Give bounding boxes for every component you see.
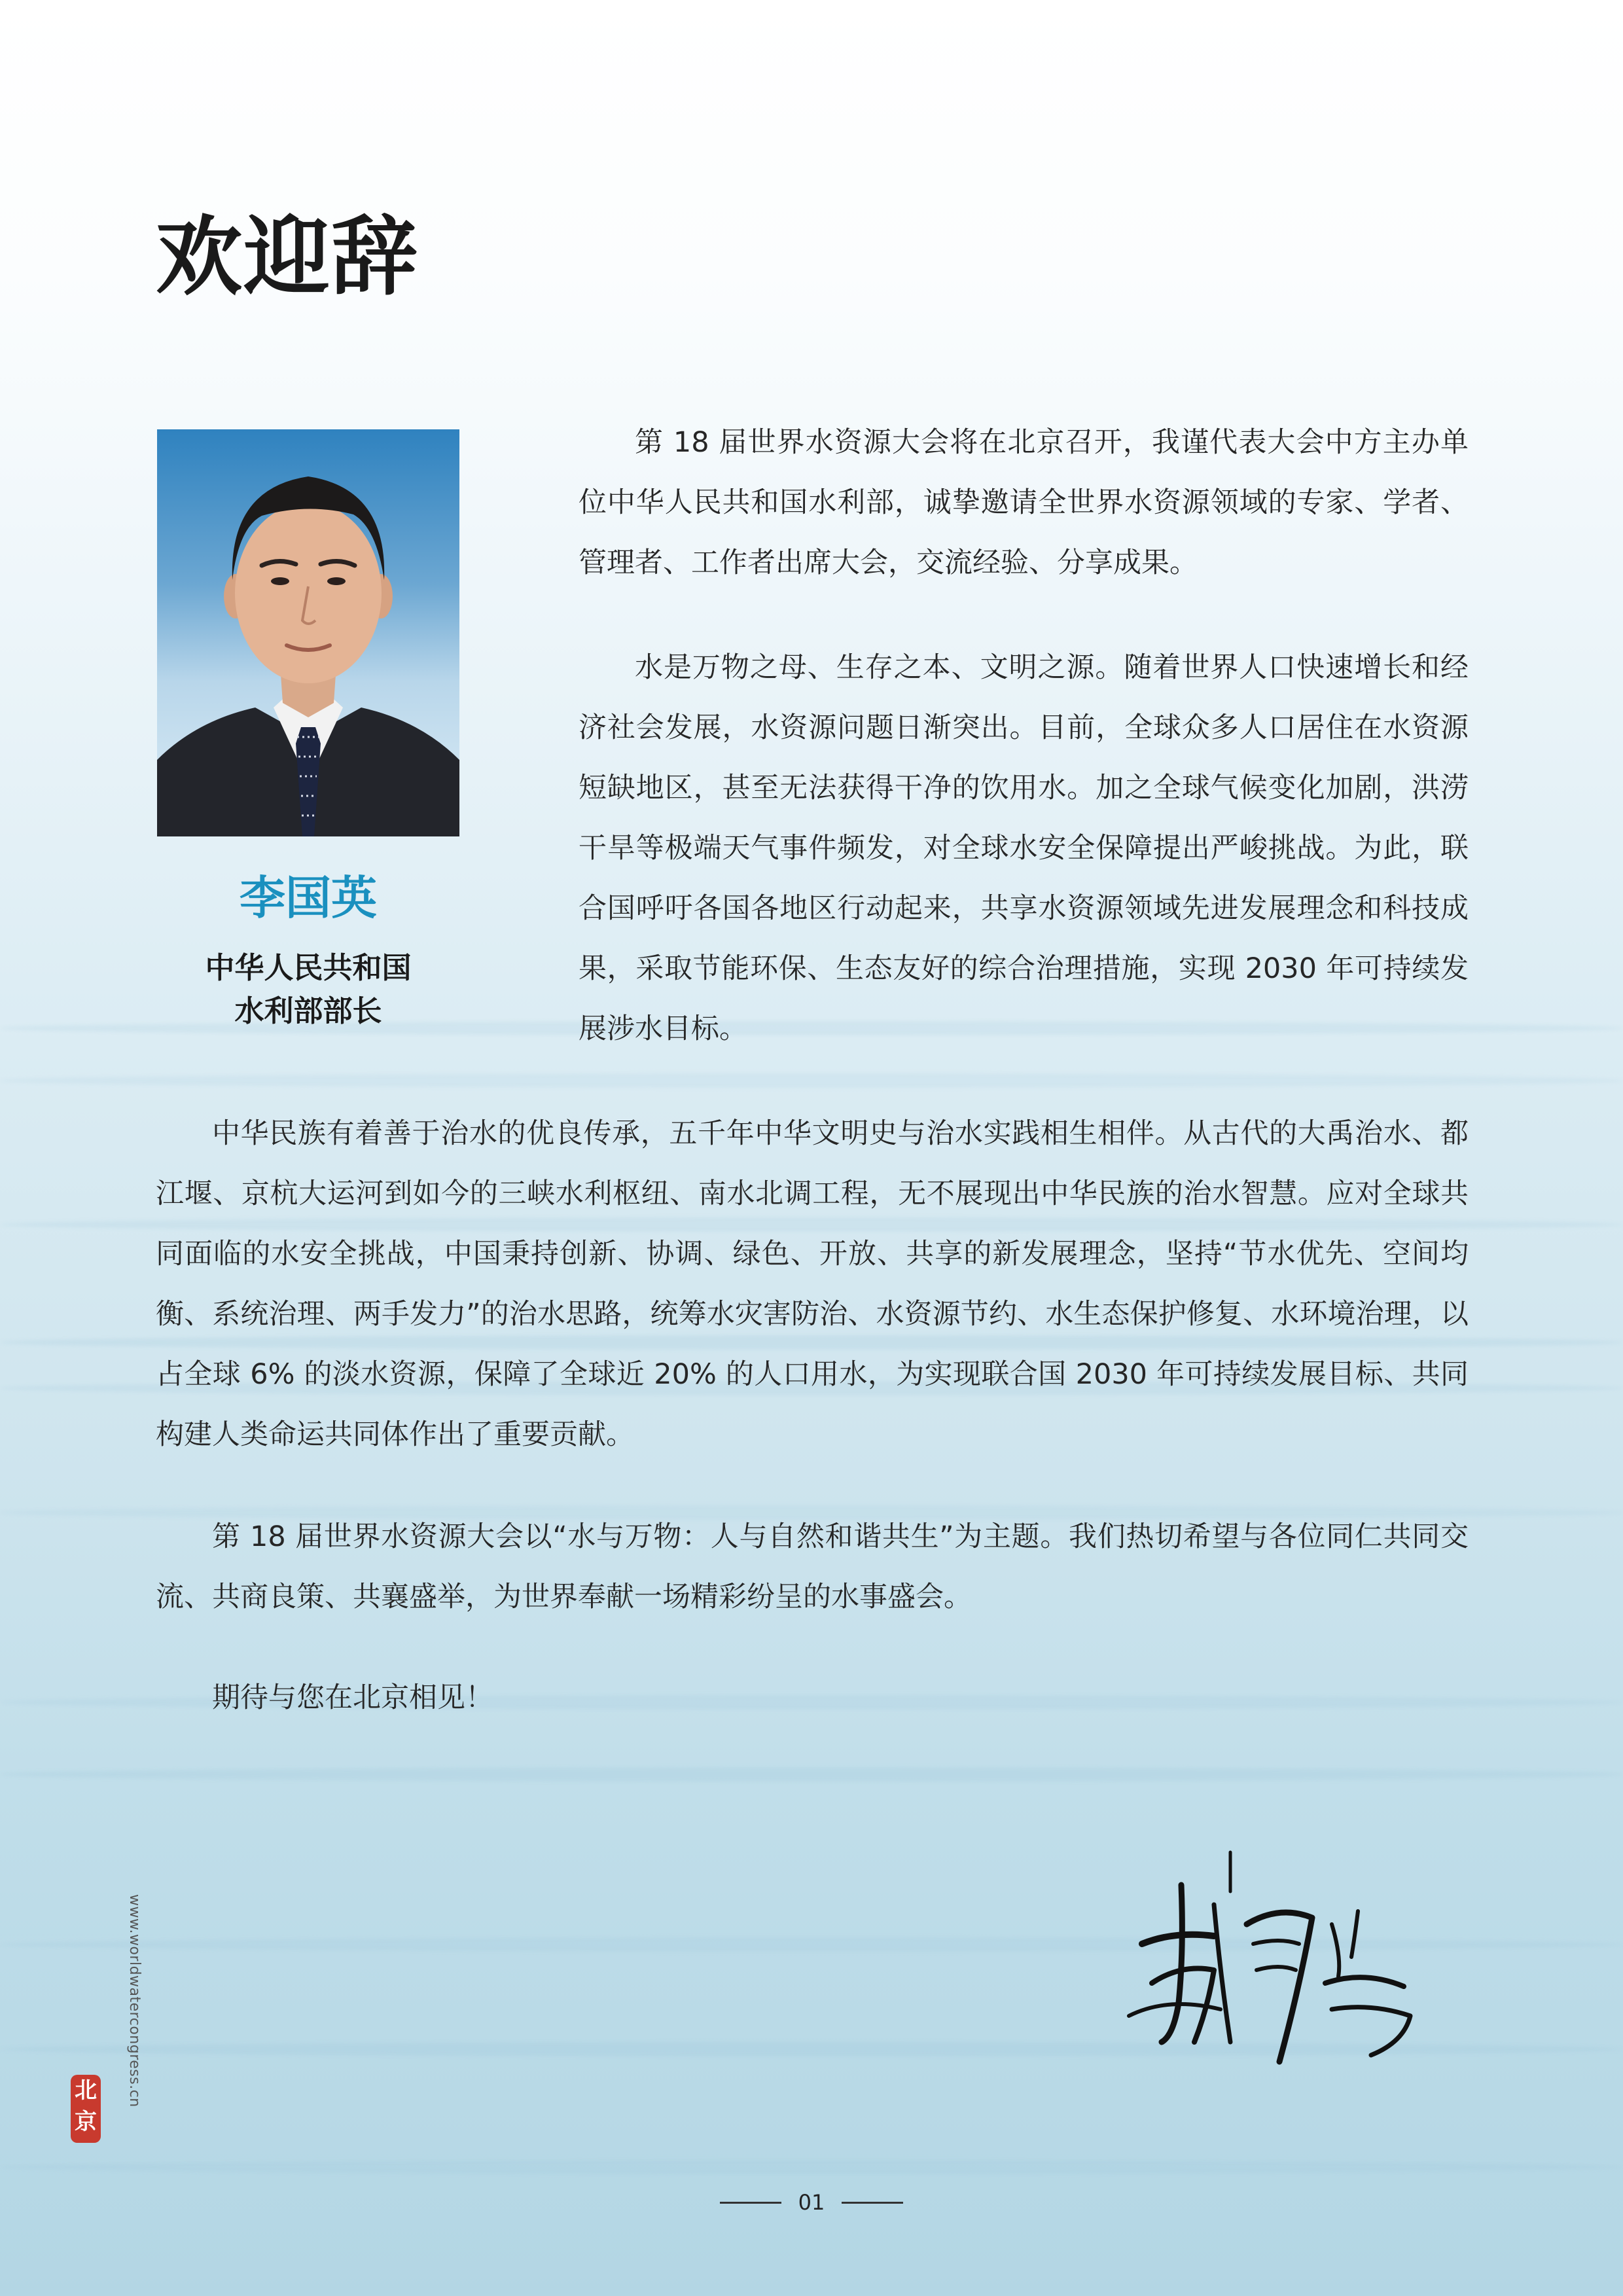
handwritten-signature	[1116, 1846, 1430, 2081]
speaker-title	[131, 946, 486, 1033]
water-wave-decoration	[0, 1073, 1623, 1088]
footer-rule-left	[720, 2202, 781, 2204]
speaker-title-line1: 中华人民共和国	[205, 950, 412, 985]
website-url: www.worldwatercongress.cn	[126, 1894, 143, 2108]
speaker-title-line2: 水利部部长	[234, 994, 382, 1028]
beijing-seal: 北京	[71, 2075, 101, 2143]
page-title: 欢迎辞	[156, 207, 419, 308]
speaker-portrait	[157, 429, 459, 836]
page-number: 01	[798, 2190, 825, 2215]
welcome-paragraph-2: 水是万物之母、生存之本、文明之源。随着世界人口快速增长和经济社会发展，水资源问题日渐突出。目前，全球众多人口居住在水资源短缺地区，甚至无法获得干净的饮用水。加之全球气候变化加剧，洪涝干旱等极端天气事件频发，对全球水安全保障提出严峻挑战。为此，联合国呼吁各国各地区行动起来，共享水资源领域先进发展理念和科技成果，采取节能环保、生态友好的综合治理措施，实现 2030 年可持续发展涉水目标。	[579, 651, 1469, 1045]
footer-rule-right	[842, 2202, 903, 2204]
speaker-name: 李国英	[240, 871, 377, 925]
water-wave-decoration	[0, 1767, 1623, 1782]
signature-illustration	[1116, 1846, 1430, 2081]
page-footer	[720, 2186, 903, 2219]
water-wave-decoration	[0, 2160, 1623, 2174]
welcome-paragraph-1: 第 18 届世界水资源大会将在北京召开，我谨代表大会中方主办单位中华人民共和国水利部，诚挚邀请全世界水资源领域的专家、学者、管理者、工作者出席大会，交流经验、分享成果。	[579, 426, 1469, 579]
closing-line: 期待与您在北京相见！	[212, 1681, 493, 1714]
welcome-paragraph-4: 第 18 届世界水资源大会以“水与万物：人与自然和谐共生”为主题。我们热切希望与各位同仁共同交流、共商良策、共襄盛举，为世界奉献一场精彩纷呈的水事盛会。	[156, 1520, 1469, 1613]
welcome-paragraph-3: 中华民族有着善于治水的优良传承，五千年中华文明史与治水实践相生相伴。从古代的大禹治水、都江堰、京杭大运河到如今的三峡水利枢纽、南水北调工程，无不展现出中华民族的治水智慧。应对全球共同面临的水安全挑战，中国秉持创新、协调、绿色、开放、共享的新发展理念，坚持“节水优先、空间均衡、系统治理、两手发力”的治水思路，统筹水灾害防治、水资源节约、水生态保护修复、水环境治理，以占全球 6% 的淡水资源，保障了全球近 20% 的人口用水，为实现联合国 2030 年可持续发展目标、共同构建人类命运共同体作出了重要贡献。	[156, 1117, 1469, 1451]
portrait-illustration	[157, 429, 459, 836]
